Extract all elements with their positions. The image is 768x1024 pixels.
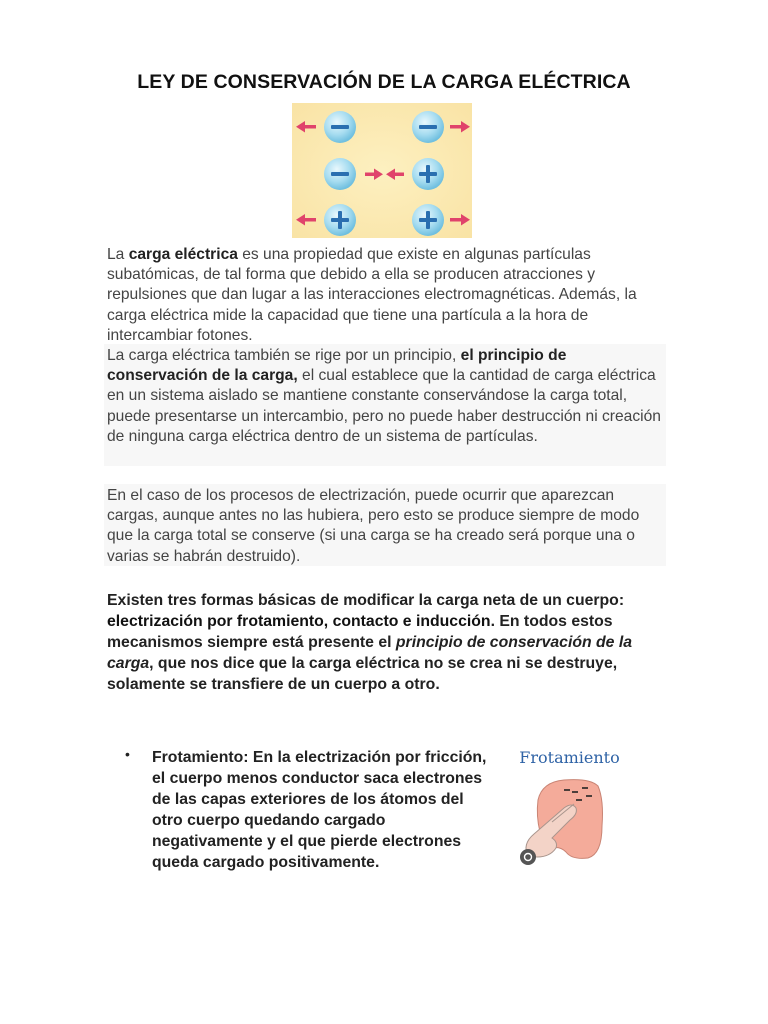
paragraph-principle-text-a: La carga eléctrica también se rige por un principio, bbox=[107, 347, 461, 364]
sphere-positive-bottom-left bbox=[324, 204, 356, 236]
sphere-negative-middle bbox=[324, 158, 356, 190]
paragraph-principle-text-c: el cual establece que la cantidad de carga eléctrica en un sistema aislado se mantiene constante conservándose la carga total, puede presentarse un intercambio, pero no puede haber destrucción ni creación de ninguna carga eléctrica dentro de un sistema de partículas. bbox=[107, 367, 661, 445]
sphere-positive-bottom-right bbox=[412, 204, 444, 236]
bullet-marker: • bbox=[125, 746, 130, 762]
frotamiento-figure-title: Frotamiento bbox=[519, 748, 620, 767]
document-title: LEY DE CONSERVACIÓN DE LA CARGA ELÉCTRICA bbox=[137, 71, 631, 93]
sphere-negative-top-left bbox=[324, 111, 356, 143]
rubbing-hand-illustration bbox=[512, 748, 627, 870]
sphere-negative-top-right bbox=[412, 111, 444, 143]
paragraph-intro bbox=[107, 245, 667, 346]
bullet-frotamiento bbox=[152, 747, 492, 873]
paragraph-methods-italic: principio de conservación de la carga bbox=[107, 634, 633, 672]
paragraph-intro-text-c: es una propiedad que existe en algunas partículas subatómicas, de tal forma que debido a ella se producen atracciones y repulsiones que dan lugar a las interacciones electromagnéticas. Además, la carga eléctrica mide la capacidad que tiene una partícula a la hora de intercambiar fotones. bbox=[107, 246, 637, 344]
paragraph-methods-text-c: . En todos estos mecanismos siempre está presente el bbox=[107, 613, 613, 651]
charge-interaction-figure bbox=[292, 103, 472, 238]
paragraph-intro-text-a: La bbox=[107, 246, 129, 263]
frotamiento-figure bbox=[512, 748, 627, 870]
bullet-term: Frotamiento: bbox=[152, 749, 249, 766]
paragraph-electrization: En el caso de los procesos de electrización, puede ocurrir que aparezcan cargas, aunque antes no las hubiera, pero esto se produce siempre de modo que la carga total se conserve (si una carga se ha creado será porque una o varias se habrán destruido). bbox=[107, 487, 640, 565]
paragraph-methods bbox=[107, 590, 667, 695]
paragraph-principle-bold: el principio de conservación de la carga, bbox=[107, 347, 567, 385]
paragraph-methods-strong: electrización por frotamiento, contacto e inducción bbox=[107, 613, 491, 630]
figure-background bbox=[292, 103, 472, 238]
paragraph-methods-text-a: Existen tres formas básicas de modificar la carga neta de un cuerpo: bbox=[107, 592, 625, 609]
image-badge-icon bbox=[520, 849, 536, 865]
paragraph-intro-bold: carga eléctrica bbox=[128, 246, 238, 263]
bullet-text: En la electrización por fricción, el cuerpo menos conductor saca electrones de las capas exteriores de los átomos del otro cuerpo quedando cargado negativamente y el que pierde electrones queda cargado positivamente. bbox=[152, 749, 487, 871]
paragraph-methods-text-e: , que nos dice que la carga eléctrica no se crea ni se destruye, solamente se transfiere de un cuerpo a otro. bbox=[107, 655, 618, 693]
paragraph-principle bbox=[107, 346, 663, 447]
sphere-positive-middle bbox=[412, 158, 444, 190]
